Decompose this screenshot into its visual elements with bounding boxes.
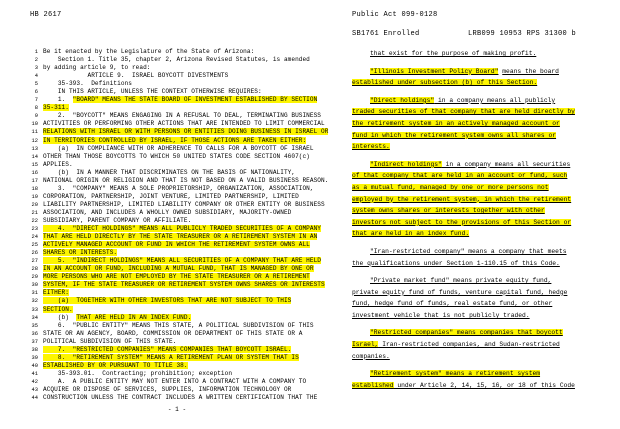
document-line [22, 169, 332, 177]
plain-text: 3. "COMPANY" MEANS A SOLE PROPRIETORSHIP, ORGANIZATION, ASSOCIATION, [43, 184, 314, 192]
line-text [43, 346, 291, 354]
plain-text: APPLIES. [43, 160, 73, 168]
document-line [22, 201, 332, 209]
line-number: 10 [31, 121, 38, 128]
underlined-text: that exist for the purpose of making profit. [370, 50, 537, 57]
plain-text: (b) IN A MANNER THAT DISCRIMINATES ON THE BASIS OF NATIONALITY, [43, 168, 296, 176]
plain-text: (b) [43, 313, 77, 321]
document-line [22, 193, 332, 201]
line-text [43, 96, 317, 104]
document-line [22, 225, 332, 233]
line-number: 38 [31, 346, 38, 353]
document-line [22, 257, 332, 265]
statute-paragraph [352, 368, 600, 391]
line-number: 20 [31, 201, 38, 208]
line-number: 42 [31, 378, 38, 385]
document-line [22, 72, 332, 80]
highlighted-text: THAT ARE HELD DIRECTLY BY THE STATE TREASURER OR A RETIREMENT SYSTEM IN AN [43, 233, 318, 241]
document-line [22, 88, 332, 96]
document-line [22, 112, 332, 120]
line-number: 3 [34, 65, 38, 72]
plain-text: POLITICAL SUBDIVISION OF THIS STATE. [43, 337, 177, 345]
line-number: 29 [31, 274, 38, 281]
highlighted-text: ESTABLISHED BY OR PURSUANT TO TITLE 38. [43, 361, 188, 369]
line-number: 33 [31, 306, 38, 313]
line-number: 28 [31, 266, 38, 273]
line-text [43, 193, 299, 201]
line-number: 23 [31, 226, 38, 233]
document-line [22, 241, 332, 249]
line-text [43, 314, 191, 322]
line-number: 18 [31, 185, 38, 192]
right-document-column [352, 48, 600, 397]
line-text [43, 104, 69, 112]
underlined-text: in a company means all securities [441, 160, 571, 168]
highlighted-text: that are held in an index fund. [352, 230, 470, 238]
plain-text: IN THIS ARTICLE, UNLESS THE CONTEXT OTHERWISE REQUIRES: [43, 88, 262, 96]
highlighted-text: the retirement system in an actively managed account or [352, 119, 560, 127]
line-number: 17 [31, 177, 38, 184]
plain-text: ASSOCIATION, AND INCLUDES A WHOLLY OWNED SUBSIDIARY, MAJORITY-OWNED [43, 208, 292, 216]
document-line [22, 338, 332, 346]
highlighted-text: ACTIVELY MANAGED ACCOUNT OR FUND IN WHICH THE RETIREMENT SYSTEM OWNS ALL [43, 241, 310, 249]
highlighted-text: THAT ARE HELD IN AN INDEX FUND. [76, 313, 192, 321]
document-line [22, 370, 332, 378]
document-line [22, 330, 332, 338]
bill-number-header: HB 2617 [30, 11, 62, 19]
line-number: 26 [31, 250, 38, 257]
underlined-text: private equity fund of funds, venture capital fund, hedge [352, 288, 568, 296]
line-text [43, 394, 317, 402]
plain-text: 35-393. Definitions [43, 80, 132, 88]
highlighted-text: Israel, [352, 341, 379, 349]
document-line [22, 322, 332, 330]
underlined-text: in a company means all publicly [434, 96, 556, 104]
highlighted-text: IN TERRITORIES CONTROLLED BY ISRAEL, IF THOSE ACTIONS ARE TAKEN EITHER: [43, 136, 307, 144]
line-number: 35 [31, 322, 38, 329]
document-line [22, 306, 332, 314]
line-number: 40 [31, 362, 38, 369]
statute-paragraph [352, 275, 600, 321]
line-number: 7 [34, 97, 38, 104]
line-text [43, 145, 314, 153]
line-text [43, 209, 291, 217]
line-text [43, 80, 132, 88]
statute-paragraph [352, 159, 600, 240]
line-number: 9 [34, 113, 38, 120]
document-line [22, 314, 332, 322]
plain-text: 2. "BOYCOTT" MEANS ENGAGING IN A REFUSAL TO DEAL, TERMINATING BUSINESS [43, 112, 322, 120]
document-line [22, 96, 332, 104]
line-text [43, 378, 306, 386]
line-text [43, 306, 73, 314]
highlighted-text: of that company that are held in an account or fund, such [352, 172, 568, 180]
plain-text: Be it enacted by the Legislature of the State of Arizona: [43, 48, 255, 55]
plain-text: ACQUIRE OR DISPOSE OF SERVICES, SUPPLIES, INFORMATION TECHNOLOGY OR [43, 385, 292, 393]
line-text [43, 201, 325, 209]
document-line [22, 249, 332, 257]
line-text [43, 281, 325, 289]
line-text [43, 330, 302, 338]
line-number: 30 [31, 282, 38, 289]
highlighted-text: SYSTEM, IF THE STATE TREASURER OR RETIREMENT SYSTEM OWNS SHARES OR INTERESTS [43, 281, 325, 289]
document-line [22, 362, 332, 370]
underlined-text: means the board [502, 67, 559, 75]
line-text [43, 225, 321, 233]
plain-text: by adding article 9, to read: [43, 64, 151, 72]
line-number: 12 [31, 137, 38, 144]
line-number: 43 [31, 386, 38, 393]
highlighted-text: system owns shares or interests together with other [352, 207, 545, 215]
line-text [43, 297, 291, 305]
highlighted-text: established under subsection (b) of this Section. [352, 79, 538, 87]
line-number: 14 [31, 153, 38, 160]
line-text [43, 233, 317, 241]
line-text [43, 137, 306, 145]
line-number: 34 [31, 314, 38, 321]
plain-text: (a) IN COMPLIANCE WITH OR ADHERENCE TO CALLS FOR A BOYCOTT OF ISRAEL [43, 144, 314, 152]
plain-text: SUBSIDIARY, PARENT COMPANY OR AFFILIATE. [43, 216, 192, 224]
line-number: 15 [31, 161, 38, 168]
document-line [22, 394, 332, 402]
line-number: 27 [31, 258, 38, 265]
line-text [43, 88, 262, 96]
line-text [43, 169, 295, 177]
underlined-text: fund, hedge fund of funds, real estate fund, or other [352, 300, 553, 308]
document-line [22, 265, 332, 273]
underlined-text: under Article 2, 14, 15, 16, or 18 of this Code [393, 381, 575, 389]
highlighted-text: "BOARD" MEANS THE STATE BOARD OF INVESTMENT ESTABLISHED BY SECTION [72, 96, 318, 104]
highlighted-text: interests. [352, 143, 390, 151]
statute-paragraph-list [352, 48, 600, 391]
line-number: 2 [34, 57, 38, 64]
highlighted-text: investors not subject to the provisions of this Section or [352, 218, 572, 226]
underlined-text: companies. [352, 352, 390, 360]
highlighted-text: "Retirement system" means a retirement system [370, 370, 541, 378]
statute-paragraph [352, 327, 600, 362]
underlined-text: "Private market fund" means private equity fund, [370, 277, 552, 285]
document-line [22, 153, 332, 161]
statute-paragraph [352, 95, 600, 153]
document-line [22, 386, 332, 394]
document-line [22, 128, 332, 136]
document-line [22, 289, 332, 297]
line-number: 1 [34, 49, 38, 55]
document-line [22, 281, 332, 289]
line-number: 25 [31, 242, 38, 249]
plain-text: ARTICLE 9. ISRAEL BOYCOTT DIVESTMENTS [43, 72, 229, 80]
line-text [43, 354, 299, 362]
line-text [43, 370, 232, 378]
highlighted-text: (a) TOGETHER WITH OTHER INVESTORS THAT ARE NOT SUBJECT TO THIS [43, 297, 292, 305]
plain-text: 1. [43, 96, 73, 104]
plain-text: STATE OR AN AGENCY, BOARD, COMMISSION OR DEPARTMENT OF THIS STATE OR A [43, 329, 303, 337]
plain-text: LIABILITY PARTNERSHIP, LIMITED LIABILITY COMPANY OR OTHER ENTITY OR BUSINESS [43, 200, 325, 208]
line-number: 11 [31, 129, 38, 136]
line-number: 41 [31, 370, 38, 377]
highlighted-text: RELATIONS WITH ISRAEL OR WITH PERSONS OR ENTITIES DOING BUSINESS IN ISRAEL OR [43, 128, 329, 136]
plain-text: NATIONAL ORIGIN OR RELIGION AND THAT IS NOT BASED ON A VALID BUSINESS REASON. [43, 176, 329, 184]
document-line [22, 120, 332, 128]
document-line [22, 56, 332, 64]
statute-paragraph [352, 66, 600, 89]
document-line [22, 378, 332, 386]
line-text [43, 289, 69, 297]
highlighted-text: 35-311. [43, 104, 69, 112]
lrb-reference-header: LRB099 10953 RPS 31300 b [468, 30, 577, 38]
line-number: 5 [34, 81, 38, 88]
line-text [43, 112, 321, 120]
document-line [22, 104, 332, 112]
line-text [43, 241, 310, 249]
line-number: 16 [31, 169, 38, 176]
document-line [22, 185, 332, 193]
underlined-text: investment vehicle that is not publicly traded. [352, 311, 530, 319]
line-number: 31 [31, 290, 38, 297]
line-text [43, 161, 73, 169]
document-line [22, 217, 332, 225]
document-line [22, 137, 332, 145]
line-number: 37 [31, 338, 38, 345]
line-number: 19 [31, 193, 38, 200]
line-number: 21 [31, 209, 38, 216]
line-text [43, 120, 325, 128]
underlined-text: "Iran-restricted company" means a company that meets [370, 247, 567, 255]
line-text [43, 249, 117, 257]
numbered-line-list [22, 48, 332, 402]
line-number: 8 [34, 105, 38, 112]
document-line [22, 145, 332, 153]
highlighted-text: "Illinois Investment Policy Board" [370, 67, 499, 75]
document-line [22, 354, 332, 362]
line-text [43, 56, 310, 64]
line-number: 22 [31, 217, 38, 224]
document-line [22, 177, 332, 185]
line-text [43, 185, 314, 193]
line-text [43, 362, 188, 370]
document-line [22, 209, 332, 217]
line-text [43, 177, 328, 185]
highlighted-text: SHARES OR INTERESTS. [43, 249, 118, 257]
line-text [43, 48, 254, 56]
enrolled-bill-header: SB1761 Enrolled [352, 30, 420, 38]
highlighted-text: "Direct holdings" [370, 96, 435, 104]
document-line [22, 161, 332, 169]
highlighted-text: traded securities of that company that are held directly by [352, 108, 575, 116]
plain-text: CORPORATION, PARTNERSHIP, JOINT VENTURE, LIMITED PARTNERSHIP, LIMITED [43, 192, 299, 200]
plain-text: Section 1. Title 35, chapter 2, Arizona Revised Statutes, is amended [43, 56, 310, 64]
highlighted-text: fund in which the retirement system owns all shares or [352, 131, 557, 139]
left-document-column [22, 48, 332, 402]
line-text [43, 273, 310, 281]
underlined-text: the qualifications under Section 1-110.15 of this Code. [352, 259, 560, 267]
plain-text: ACTIVITIES OR PERFORMING OTHER ACTIONS THAT ARE INTENDED TO LIMIT COMMERCIAL [43, 120, 325, 128]
line-text [43, 217, 191, 225]
document-line [22, 48, 332, 56]
document-line [22, 233, 332, 241]
line-text [43, 64, 151, 72]
line-text [43, 72, 228, 80]
document-line [22, 80, 332, 88]
highlighted-text: "Restricted companies" means companies that boycott [370, 329, 563, 337]
line-number: 44 [31, 395, 38, 402]
line-text [43, 322, 314, 330]
line-text [43, 338, 176, 346]
line-text [43, 265, 314, 273]
public-act-header: Public Act 099-0128 [352, 11, 438, 19]
document-line [22, 64, 332, 72]
page-number: - 1 - [167, 406, 187, 413]
line-number: 6 [34, 89, 38, 96]
highlighted-text: 7. "RESTRICTED COMPANIES" MEANS COMPANIES THAT BOYCOTT ISRAEL. [43, 345, 292, 353]
highlighted-text: SECTION. [43, 305, 73, 313]
document-line [22, 273, 332, 281]
statute-paragraph [352, 246, 600, 269]
line-number: 36 [31, 330, 38, 337]
line-text [43, 257, 321, 265]
highlighted-text: employed by the retirement system, in which the retirement [352, 195, 572, 203]
highlighted-text: 5. "INDIRECT HOLDINGS" MEANS ALL SECURITIES OF A COMPANY THAT ARE HELD [43, 257, 322, 265]
line-number: 24 [31, 234, 38, 241]
highlighted-text: EITHER: [43, 289, 69, 297]
highlighted-text: 8. "RETIREMENT SYSTEM" MEANS A RETIREMENT PLAN OR SYSTEM THAT IS [43, 353, 299, 361]
highlighted-text: as a mutual fund, managed by one or more persons not [352, 183, 549, 191]
line-text [43, 128, 328, 136]
document-line [22, 346, 332, 354]
line-text [43, 386, 291, 394]
plain-text: 35-393.01. Contracting; prohibition; exception [43, 369, 233, 377]
line-number: 32 [31, 298, 38, 305]
highlighted-text: established [352, 381, 394, 389]
line-number: 4 [34, 73, 38, 80]
underlined-text: Iran-restricted companies, and Sudan-restricted [378, 341, 560, 349]
plain-text: CONSTRUCTION UNLESS THE CONTRACT INCLUDES A WRITTEN CERTIFICATION THAT THE [43, 394, 318, 402]
plain-text: 6. "PUBLIC ENTITY" MEANS THIS STATE, A POLITICAL SUBDIVISION OF THIS [43, 321, 314, 329]
document-line [22, 297, 332, 305]
plain-text: A. A PUBLIC ENTITY MAY NOT ENTER INTO A CONTRACT WITH A COMPANY TO [43, 377, 307, 385]
highlighted-text: "Indirect holdings" [370, 160, 442, 168]
highlighted-text: MORE PERSONS WHO ARE NOT EMPLOYED BY THE STATE TREASURER OR A RETIREMENT [43, 273, 310, 281]
highlighted-text: IN AN ACCOUNT OR FUND, INCLUDING A MUTUAL FUND, THAT IS MANAGED BY ONE OR [43, 265, 314, 273]
line-number: 39 [31, 354, 38, 361]
highlighted-text: 4. "DIRECT HOLDINGS" MEANS ALL PUBLICLY TRADED SECURITIES OF A COMPANY [43, 225, 322, 233]
plain-text: OTHER THAN THOSE BOYCOTTS TO WHICH 50 UNITED STATES CODE SECTION 4607(c) [43, 152, 310, 160]
line-number: 13 [31, 145, 38, 152]
statute-paragraph [352, 48, 600, 60]
line-text [43, 153, 310, 161]
